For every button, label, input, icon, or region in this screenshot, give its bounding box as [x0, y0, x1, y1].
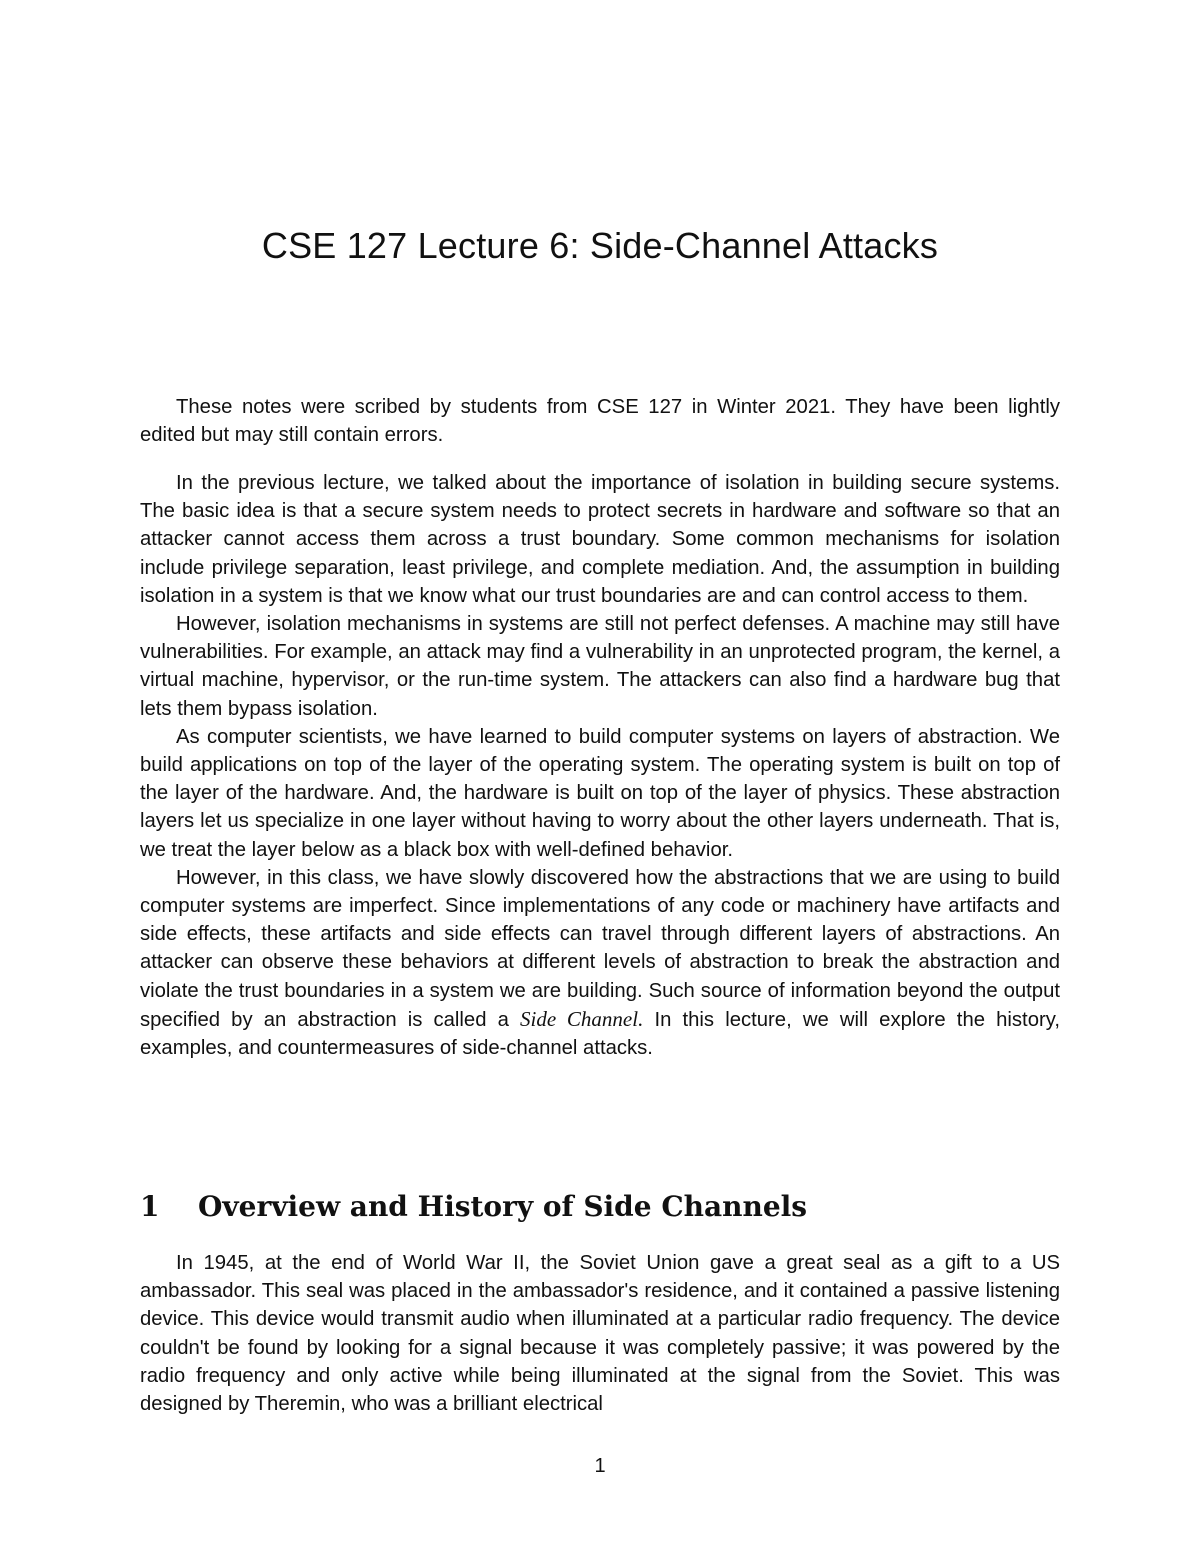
- document-title: CSE 127 Lecture 6: Side-Channel Attacks: [261, 225, 939, 266]
- scribe-note-text: These notes were scribed by students from CSE 127 in Winter 2021. They have been lightly edited but may still contain errors.: [140, 396, 1060, 447]
- intro-paragraph-side-channel: [140, 864, 1060, 1062]
- intro-text-before: However, in this class, we have slowly discovered how the abstractions that we are using to build computer systems are imperfect. Since implementations of any code or machinery have artifacts and side effects, these artifacts and side effects can travel through different layers of abstractions. An attacker can observe these behaviors at different levels of abstraction to break the abstraction and violate the trust boundaries in a system we are building. Such source of information beyond the output specified by an abstraction is called a: [140, 866, 1060, 1031]
- intro-paragraph: As computer scientists, we have learned to build computer systems on layers of abstraction. We build applications on top of the layer of the operating system. The operating system is built on top of the layer of the hardware. And, the hardware is built on top of the layer of physics. These abstraction layers let us specialize in one layer without having to worry about the other layers underneath. That is, we treat the layer below as a black box with well-defined behavior.: [140, 725, 1060, 861]
- intro-text-after: In this lecture, we will explore the history, examples, and countermeasures of side-channel attacks.: [140, 1008, 1060, 1060]
- section-paragraph: In 1945, at the end of World War II, the Soviet Union gave a great seal as a gift to a US ambassador. This seal was placed in the ambassador's residence, and it contained a passive listening device. This device would transmit audio when illuminated at a particular radio frequency. The device couldn't be found by looking for a signal because it was completely passive; it was powered by the radio frequency and only active while being illuminated at the signal from the Soviet. This was designed by Theremin, who was a brilliant electrical: [140, 1252, 1060, 1416]
- side-channel-term: Side Channel.: [520, 1006, 644, 1031]
- section-title: Overview and History of Side Channels: [198, 1190, 808, 1223]
- section-number: 1: [140, 1190, 160, 1223]
- section-body: [140, 1249, 1060, 1418]
- introduction: [140, 469, 1060, 1062]
- section-heading: [140, 1186, 1060, 1228]
- intro-paragraph: In the previous lecture, we talked about the importance of isolation in building secure systems. The basic idea is that a secure system needs to protect secrets in hardware and software so that an attacker cannot access them across a trust boundary. Some common mechanisms for isolation include privilege separation, least privilege, and complete mediation. And, the assumption in building isolation in a system is that we know what our trust boundaries are and can control access to them.: [140, 472, 1060, 607]
- scribe-note: [140, 393, 1060, 449]
- intro-paragraph: However, isolation mechanisms in systems are still not perfect defenses. A machine may still have vulnerabilities. For example, an attack may find a vulnerability in an unprotected program, the kernel, a virtual machine, hypervisor, or the run-time system. The attackers can also find a hardware bug that lets them bypass isolation.: [140, 613, 1060, 720]
- page-number: 1: [594, 1455, 606, 1477]
